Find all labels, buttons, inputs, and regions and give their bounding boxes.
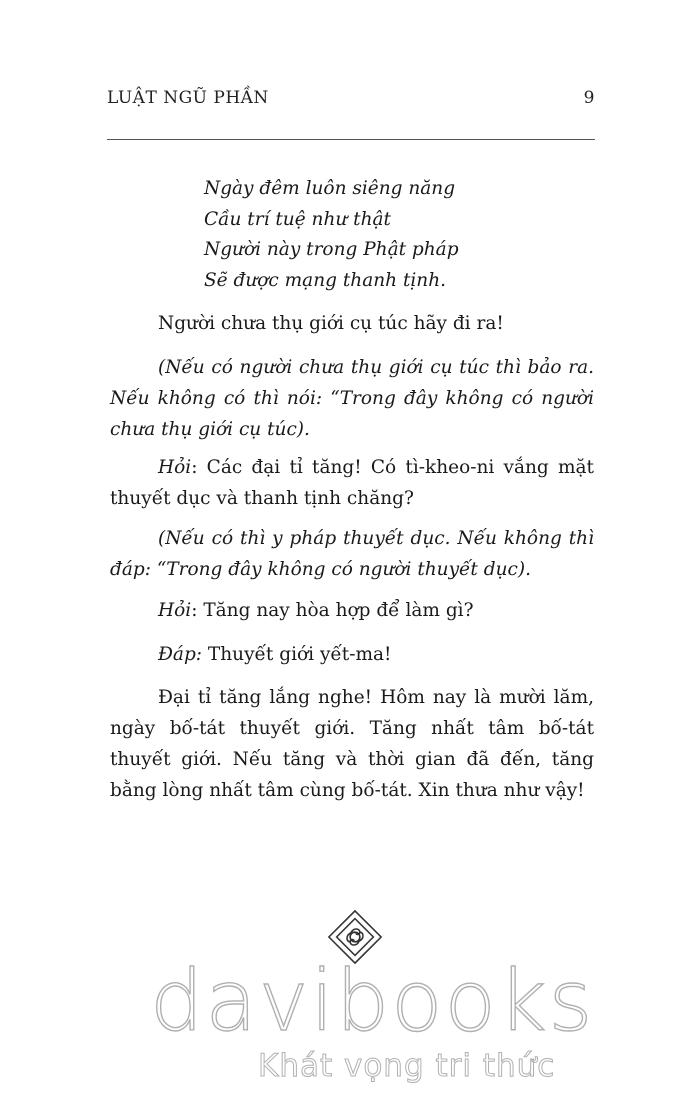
- paragraph-text: Đại tỉ tăng lắng nghe! Hôm nay là mười lăm, ngày bố-tát thuyết giới. Tăng nhất tâm bố-tát thuyết giới. Nếu tăng và thời gian đã đến, tăng bằng lòng nhất tâm cùng bố-tát. Xin thưa như vậy!: [110, 687, 594, 801]
- watermark-brand: davibooks: [150, 952, 595, 1050]
- paragraph-text: (Nếu có thì y pháp thuyết dục. Nếu không thì đáp: “Trong đây không có người thuyết dục).: [110, 528, 594, 580]
- header-rule: [107, 139, 595, 140]
- paragraph-7: [110, 682, 594, 806]
- verse-line: Người này trong Phật pháp: [204, 239, 459, 260]
- paragraph-3: [110, 452, 594, 514]
- verse-line: Cầu trí tuệ như thật: [204, 208, 391, 230]
- verse-block: [204, 174, 459, 296]
- answer-label: Đáp:: [158, 644, 203, 665]
- paragraph-1: [110, 308, 594, 339]
- paragraph-5: [110, 595, 594, 626]
- paragraph-6: [110, 639, 594, 670]
- page-number: 9: [583, 88, 595, 108]
- paragraph-text: Thuyết giới yết-ma!: [202, 644, 392, 665]
- running-header: [107, 88, 595, 108]
- paragraph-2: [110, 352, 594, 445]
- paragraph-4: [110, 523, 594, 585]
- paragraph-text: : Tăng nay hòa hợp để làm gì?: [191, 600, 474, 621]
- header-title: LUẬT NGŨ PHẦN: [107, 88, 269, 108]
- paragraph-text: (Nếu có người chưa thụ giới cụ túc thì bảo ra. Nếu không có thì nói: “Trong đây không có người chưa thụ giới cụ túc).: [110, 357, 594, 440]
- verse-line: Sẽ được mạng thanh tịnh.: [204, 269, 446, 291]
- question-label: Hỏi: [158, 600, 192, 621]
- watermark-slogan: Khát vọng tri thức: [258, 1048, 556, 1084]
- paragraph-text: : Các đại tỉ tăng! Có tì-kheo-ni vắng mặt thuyết dục và thanh tịnh chăng?: [110, 457, 594, 509]
- question-label: Hỏi: [158, 457, 192, 478]
- verse-line: Ngày đêm luôn siêng năng: [204, 178, 456, 199]
- paragraph-text: Người chưa thụ giới cụ túc hãy đi ra!: [158, 313, 504, 334]
